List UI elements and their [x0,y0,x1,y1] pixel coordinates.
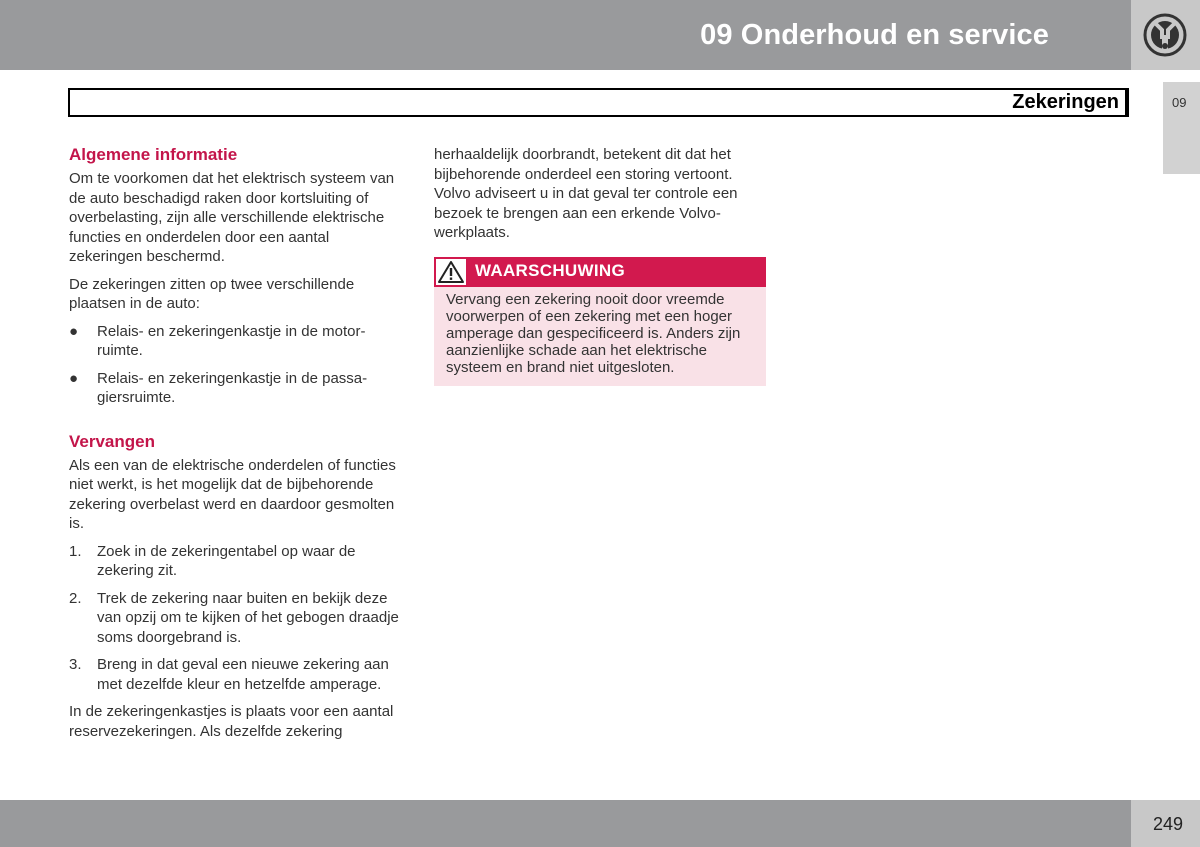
step-list [69,542,404,695]
warning-header [434,257,766,287]
paragraph: Om te voorkomen dat het elektrisch systeem van de auto beschadigd raken door kortsluiting of overbelasting, zijn alle verschillende elektrische functies en onderdelen door een aantal zekeringen beschermd. [69,170,395,265]
bullet-icon: ● [69,322,79,340]
chapter-title: 09 Onderhoud en service [700,19,1049,51]
warning-text: Vervang een zekering nooit door vreemde voorwerpen of een zekering met een hoger amperage dan gespecificeerd is. Anders zijn aanzienlijke schade aan het elektrische systeem en brand niet uitgesloten. [446,290,741,376]
step-number: 2. [69,589,82,607]
list-item-text: Relais- en zekeringenkastje in de passagiersruimte. [97,369,368,406]
paragraph: De zekeringen zitten op twee verschillende plaatsen in de auto: [69,275,355,312]
paragraph: Als een van de elektrische onderdelen of functies niet werkt, is het mogelijk dat de bijbehorende zekering overbelast werd en daardoor gesmolten is. [69,456,396,532]
step-item [69,655,404,694]
step-number: 1. [69,542,82,560]
heading-replace: Vervangen [69,431,155,451]
list-item [69,369,404,408]
left-column [69,145,404,749]
heading-general-info: Algemene informatie [69,145,238,164]
warning-title: WAARSCHUWING [475,260,625,280]
bullet-icon: ● [69,369,79,387]
list-item [69,322,404,361]
bullet-list [69,322,404,408]
list-item-text: Relais- en zekeringenkastje in de motorruimte. [97,322,366,359]
section-bar-end [1125,88,1129,117]
step-text: Breng in dat geval een nieuwe zekering aan met dezelfde kleur en hetzelfde amperage. [97,656,389,693]
step-text: Trek de zekering naar buiten en bekijk deze van opzij om te kijken of het gebogen draadje soms doorgebrand is. [97,589,399,646]
step-item [69,542,404,581]
section-title: Zekeringen [1012,91,1119,113]
step-text: Zoek in de zekeringentabel op waar de zekering zit. [97,542,356,579]
page-number-box [1131,800,1200,847]
paragraph: In de zekeringenkastjes is plaats voor een aantal reservezekeringen. Als dezelfde zekering [69,703,394,740]
section-bar [68,88,1129,117]
footer-bar [0,800,1131,847]
paragraph: herhaaldelijk doorbrandt, betekent dit dat het bijbehorende onderdeel een storing vertoont. Volvo adviseert u in dat geval ter controle een bezoek te brengen aan een erkende Volvowerkplaats. [434,146,738,241]
warning-triangle-icon [436,259,466,285]
chapter-tab[interactable] [1163,82,1200,174]
step-number: 3. [69,656,82,673]
right-column [434,145,769,386]
wrench-gear-icon [1143,13,1187,57]
header-bar [0,0,1131,70]
step-item [69,589,404,648]
chapter-icon-box [1131,0,1200,70]
chapter-tab-label: 09 [1172,95,1187,110]
page-number: 249 [1152,814,1183,834]
warning-box [434,257,766,386]
